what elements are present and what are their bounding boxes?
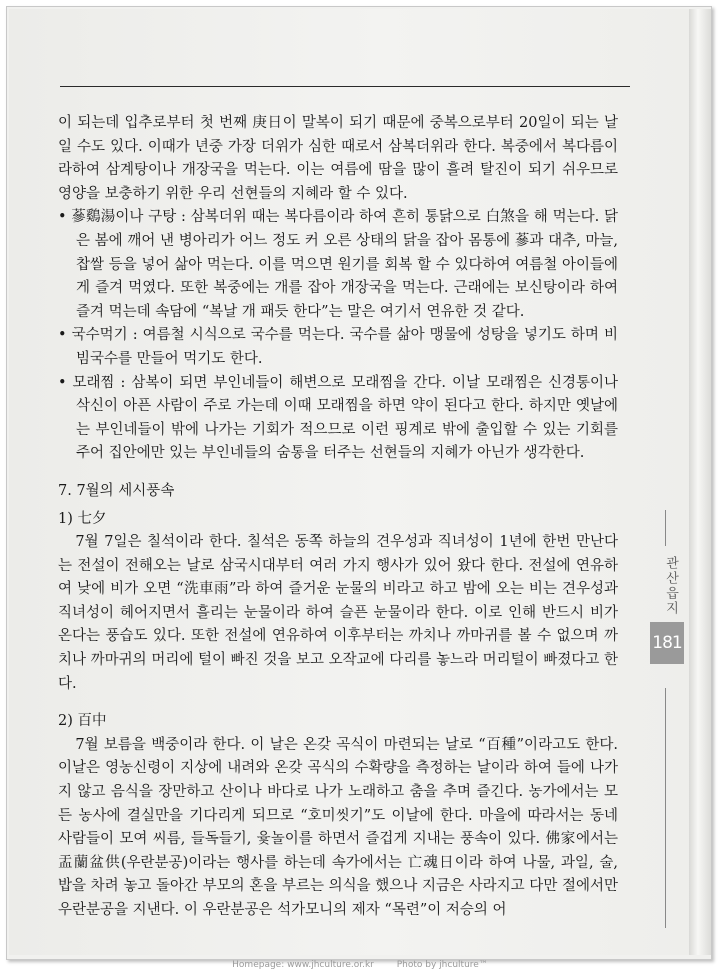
bullet-sand-bath: • 모래찜 : 삼복이 되면 부인네들이 해변으로 모래찜을 간다. 이날 모래찜은 신경통이나 삭신이 아픈 사람이 주로 가는데 이때 모래찜을 하면 약이 된다고 한다. 하지만 옛날에는 부인네들이 밖에 나가는 기회가 적으므로 이런 핑계로 밖에 출입할 수 있는 기회를 주어 집안에만 있는 부인네들의 숨통을 터주는 선현들의 지혜가 아닌가 생각한다. <box>58 374 618 462</box>
subsection-title-baekjung: 2) 百中 <box>58 713 107 730</box>
page-body <box>58 112 618 923</box>
paragraph-continuation: 이 되는데 입추로부터 첫 번째 庚日이 말복이 되기 때문에 중복으로부터 20일이 되는 날일 수도 있다. 이때가 년중 가장 더위가 심한 때로서 삼복더위라 한다. 복중에서 복다름이라하여 삼계탕이나 개장국을 먹는다. 이는 여름에 땀을 많이 흘려 탈진이 되기 쉬우므로 영양을 보충하기 위한 우리 선현들의 지혜라 할 수 있다. <box>58 115 618 202</box>
page-number: 181 <box>650 622 684 664</box>
paragraph-baekjung: 7월 보름을 백중이라 한다. 이 날은 온갖 곡식이 마련되는 날로 “百種”이라고도 한다. 이날은 영농신령이 지상에 내려와 온갖 곡식의 수확량을 측정하는 날이라 하여 들에 나가지 않고 음식을 장만하고 산이나 바다로 나가 노래하고 춤을 추며 즐긴다. 농가에서는 모든 농사에 결실만을 기다리게 되므로 “호미씻기”도 이날에 한다. 마을에 따라서는 동네 사람들이 모여 씨름, 들독들기, 윷놀이를 하면서 즐겁게 지내는 풍속이 있다. 佛家에서는 盂蘭盆供(우란분공)이라는 행사를 하는데 속가에서는 亡魂日이라 하여 나물, 과일, 술, 밥을 차려 놓고 돌아간 부모의 혼을 부르는 의식을 했으나 지금은 사라지고 다만 절에서만 우란분공을 지낸다. 이 우란분공은 석가모니의 제자 “목련”이 저승의 어 <box>58 736 618 918</box>
footer-photo-credit: Photo by jhculture™ <box>396 960 488 970</box>
running-title: 관산읍지 <box>663 556 678 616</box>
bullet-samgyetang: • 蔘鷄湯이나 구탕 : 삼복더위 때는 복다름이라 하여 흔히 통닭으로 白煞을 해 먹는다. 닭은 봄에 깨어 낸 병아리가 어느 정도 커 오른 상태의 닭을 잡아 몸통에 蔘과 대추, 마늘, 찹쌀 등을 넣어 삶아 먹는다. 이를 먹으면 원기를 회복 할 수 있다하여 여름철 아이들에게 즐겨 먹였다. 또한 복중에는 개를 잡아 개장국을 먹는다. 근래에는 보신탕이라 하여 즐겨 먹는데 속담에 “복날 개 패듯 한다”는 말은 여기서 연유한 것 같다. <box>58 209 618 320</box>
bullet-noodles: • 국수먹기 : 여름철 시식으로 국수를 먹는다. 국수를 삶아 맹물에 성탕을 넣기도 하며 비빔국수를 만들어 먹기도 한다. <box>58 327 618 367</box>
subsection-title-chilseok: 1) 七夕 <box>58 510 107 527</box>
footer <box>0 958 720 972</box>
section-title: 7. 7월의 세시풍속 <box>58 482 175 499</box>
header-rule <box>60 86 630 87</box>
side-rule-bottom <box>665 688 666 928</box>
side-rule-top <box>665 510 666 546</box>
footer-homepage: Homepage: www.jhculture.or.kr <box>232 960 374 970</box>
page-edge <box>689 9 711 955</box>
paragraph-chilseok: 7월 7일은 칠석이라 한다. 칠석은 동쪽 하늘의 견우성과 직녀성이 1년에 한번 만난다는 전설이 전해오는 날로 삼국시대부터 여러 가지 행사가 있어 왔다 한다. 전설에 연유하여 낮에 비가 오면 “洗車雨”라 하여 즐거운 눈물의 비라고 하고 밤에 오는 비는 견우성과 직녀성이 헤어지면서 흘리는 눈물이라 하여 슬픈 눈물이라 한다. 이로 인해 반드시 비가 온다는 풍습도 있다. 또한 전설에 연유하여 이후부터는 까치나 까마귀를 볼 수 없으며 까치나 까마귀의 머리에 털이 빠진 것을 보고 오작교에 다리를 놓느라 머리털이 빠졌다고 한다. <box>58 534 618 692</box>
